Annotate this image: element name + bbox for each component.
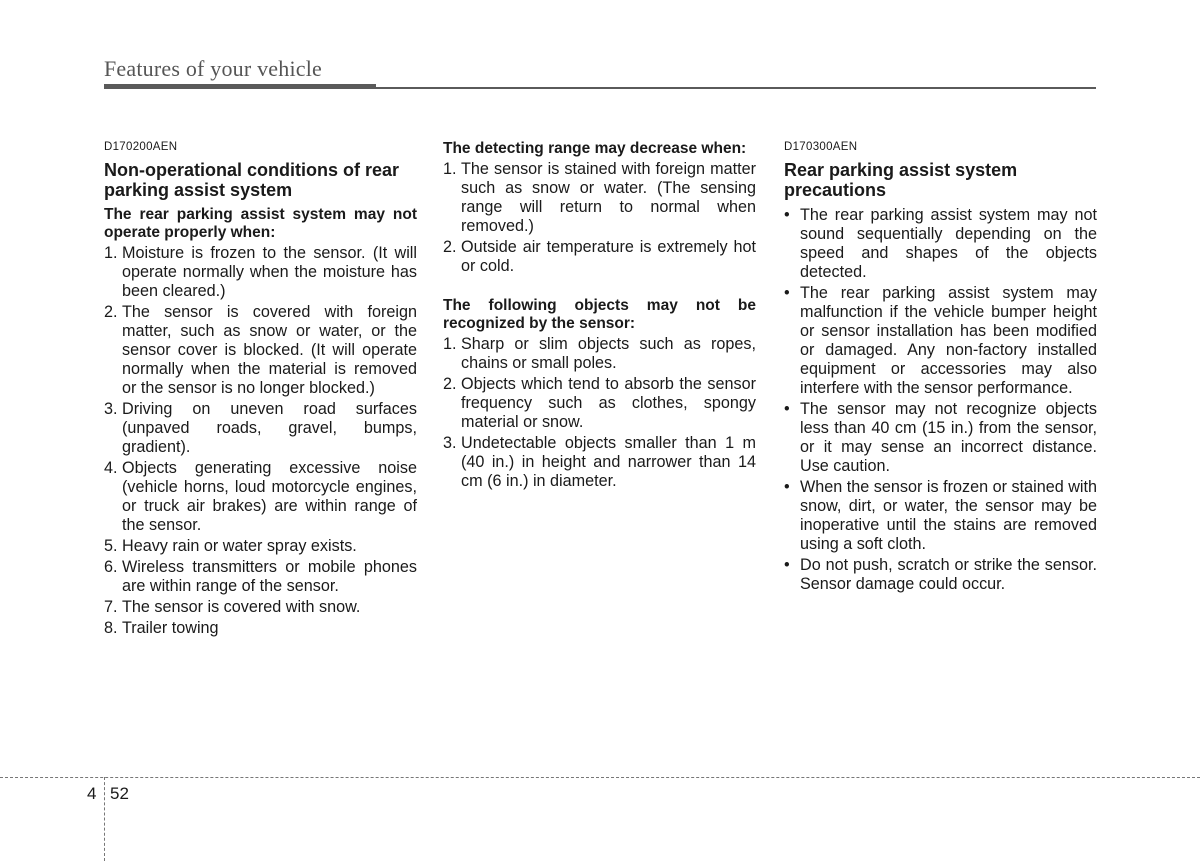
list-item: 1. Sharp or slim objects such as ropes, chains or small poles. [443, 335, 756, 372]
numbered-list-range [443, 160, 756, 276]
chapter-number: 4 [87, 784, 97, 803]
list-item: 3. Undetectable objects smaller than 1 m (40 in.) in height and narrower than 14 cm (6 in.) in diameter. [443, 434, 756, 490]
section-code: D170200AEN [104, 141, 178, 153]
page-number: 52 [110, 784, 129, 803]
list-item: 1. Moisture is frozen to the sensor. (It will operate normally when the moisture has been cleared.) [104, 244, 417, 300]
list-item: • The sensor may not recognize objects less than 40 cm (15 in.) from the sensor, or it may sense an incorrect distance. Use caution. [784, 400, 1097, 475]
bullet-icon: • [784, 206, 790, 224]
list-item: 2. The sensor is covered with foreign matter, such as snow or water, or the sensor cover is blocked. (It will operate normally when the material is removed or the sensor is no longer blocked.) [104, 303, 417, 397]
bullet-icon: • [784, 400, 790, 418]
header-rule-thick [104, 84, 376, 89]
section-title: Rear parking assist system precautions [784, 160, 1018, 200]
column-non-operational [104, 140, 417, 640]
list-item: 4. Objects generating excessive noise (vehicle horns, loud motorcycle engines, or truck air brakes) are within range of the sensor. [104, 459, 417, 534]
numbered-list-objects [443, 335, 756, 491]
subsection-title: The rear parking assist system may not operate properly when: [104, 206, 417, 241]
list-item: 5. Heavy rain or water spray exists. [104, 537, 357, 555]
column-precautions [784, 140, 1097, 596]
bullet-icon: • [784, 478, 790, 496]
section-code: D170300AEN [784, 141, 858, 153]
numbered-list [104, 244, 417, 638]
footer-dashed-divider [104, 777, 105, 861]
page-header-title: Features of your vehicle [104, 56, 323, 81]
list-item: 8. Trailer towing [104, 619, 219, 637]
subsection-title-range: The detecting range may decrease when: [443, 140, 747, 157]
list-item: • The rear parking assist system may not sound sequentially depending on the speed and shapes of the objects detected. [784, 206, 1097, 281]
list-item: • When the sensor is frozen or stained with snow, dirt, or water, the sensor may be inoperative until the stains are removed using a soft cloth. [784, 478, 1097, 553]
list-item: 6. Wireless transmitters or mobile phones are within range of the sensor. [104, 558, 417, 595]
list-item: • The rear parking assist system may malfunction if the vehicle bumper height or sensor installation has been modified or damaged. Any non-factory installed equipment or accessories may also interfere with the sensor performance. [784, 284, 1097, 397]
section-title: Non-operational conditions of rear parking assist system [104, 160, 400, 200]
list-item: 7. The sensor is covered with snow. [104, 598, 361, 616]
column-detecting-range [443, 140, 756, 493]
list-item: 2. Objects which tend to absorb the sensor frequency such as clothes, spongy material or snow. [443, 375, 756, 431]
bullet-icon: • [784, 556, 790, 574]
bullet-list [784, 206, 1097, 594]
list-item: • Do not push, scratch or strike the sensor. Sensor damage could occur. [784, 556, 1097, 593]
subsection-title-objects: The following objects may not be recognized by the sensor: [443, 297, 756, 332]
list-item: 1. The sensor is stained with foreign matter such as snow or water. (The sensing range will return to normal when removed.) [443, 160, 756, 235]
bullet-icon: • [784, 284, 790, 302]
footer-dashed-rule [0, 777, 1200, 778]
header-rule-thin [376, 87, 1096, 89]
list-item: 3. Driving on uneven road surfaces (unpaved roads, gravel, bumps, gradient). [104, 400, 417, 456]
list-item: 2. Outside air temperature is extremely hot or cold. [443, 238, 756, 275]
